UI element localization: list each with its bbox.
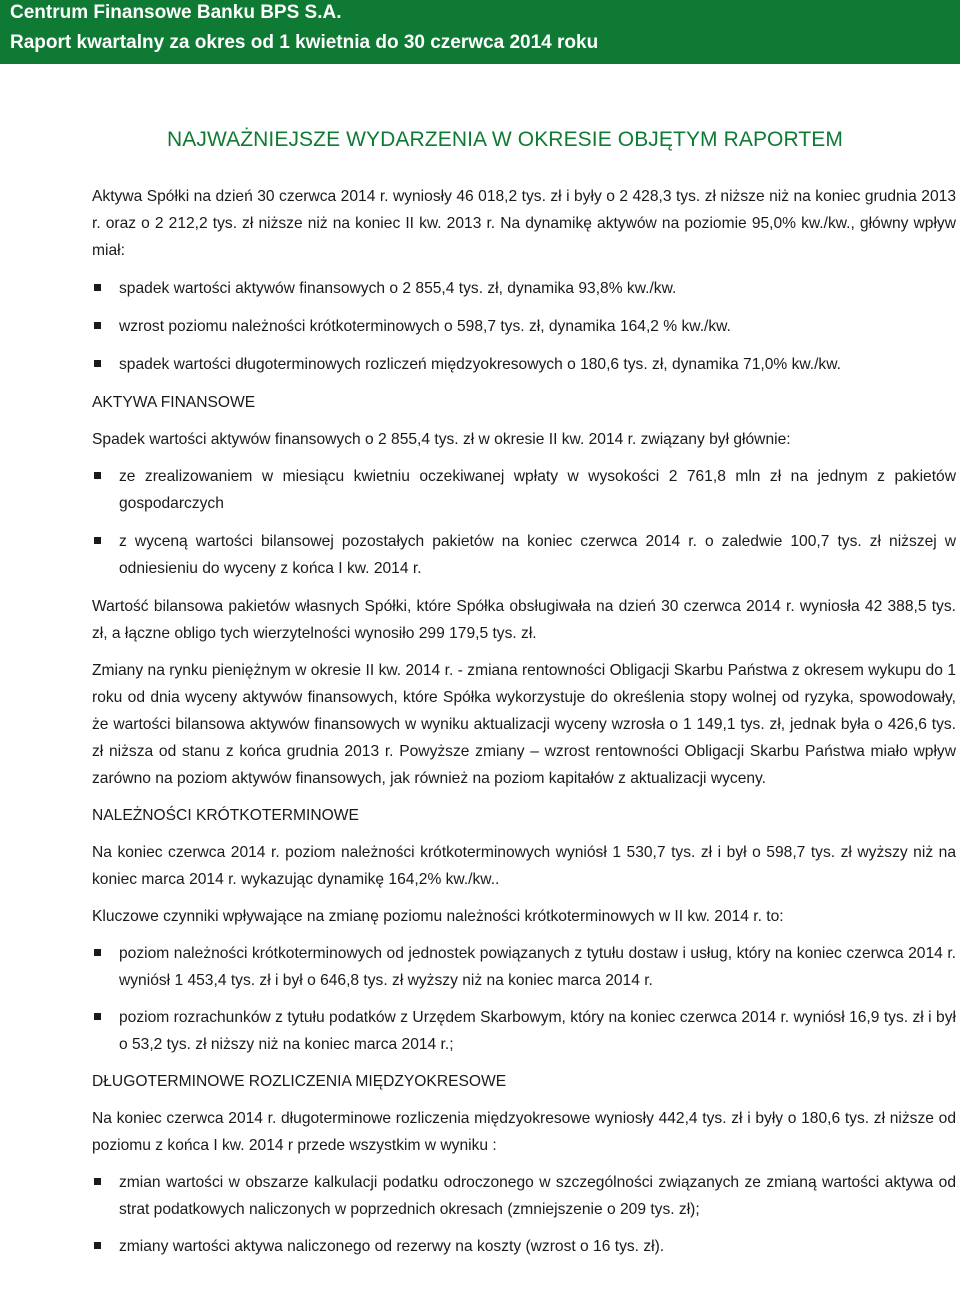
list-item: spadek wartości długoterminowych rozliczeń międzyokresowych o 180,6 tys. zł, dynamika 71,0% kw./kw. (92, 351, 956, 378)
list-item: zmiany wartości aktywa naliczonego od rezerwy na koszty (wzrost o 16 tys. zł). (92, 1233, 956, 1260)
bullet-icon (94, 1013, 101, 1020)
financial-assets-bullet-list (92, 463, 956, 582)
portfolio-value-paragraph: Wartość bilansowa pakietów własnych Spółki, które Spółka obsługiwała na dzień 30 czerwca 2014 r. wyniosła 42 388,5 tys. zł, a łączne obligo tych wierzytelności wynosiło 299 179,5 tys. zł. (92, 598, 956, 642)
list-item: z wyceną wartości bilansowej pozostałych pakietów na koniec czerwca 2014 r. o zaledwie 100,7 tys. zł niższej w odniesieniu do wyceny z końca I kw. 2014 r. (92, 528, 956, 582)
intro-bullet-list (92, 275, 956, 378)
company-name: Centrum Finansowe Banku BPS S.A. (10, 2, 342, 23)
bullet-icon (94, 537, 101, 544)
bullet-icon (94, 360, 101, 367)
prepayments-bullet-list (92, 1169, 956, 1260)
receivables-paragraph: Na koniec czerwca 2014 r. poziom należności krótkoterminowych wyniósł 1 530,7 tys. zł i był o 598,7 tys. zł wyższy niż na koniec marca 2014 r. wykazując dynamikę 164,2% kw./kw.. (92, 844, 956, 888)
bullet-icon (94, 1178, 101, 1185)
list-item: zmian wartości w obszarze kalkulacji podatku odroczonego w szczególności związanych ze zmianą wartości aktywa od strat podatkowych naliczonych w poprzednich okresach (zmniejszenie o 209 tys. zł); (92, 1169, 956, 1223)
report-period-title: Raport kwartalny za okres od 1 kwietnia do 30 czerwca 2014 roku (10, 32, 599, 53)
section-heading-financial-assets: AKTYWA FINANSOWE (92, 394, 256, 411)
list-item: poziom należności krótkoterminowych od jednostek powiązanych z tytułu dostaw i usług, który na koniec czerwca 2014 r. wyniósł 1 453,4 tys. zł i był o 646,8 tys. zł wyższy niż na koniec marca 2014 r. (92, 940, 956, 994)
list-item: wzrost poziomu należności krótkoterminowych o 598,7 tys. zł, dynamika 164,2 % kw./kw. (92, 313, 956, 340)
list-item: ze zrealizowaniem w miesiącu kwietniu oczekiwanej wpłaty w wysokości 2 761,8 mln zł na jednym z pakietów gospodarczych (92, 463, 956, 517)
money-market-paragraph: Zmiany na rynku pieniężnym w okresie II kw. 2014 r. - zmiana rentowności Obligacji Skarbu Państwa z okresem wykupu do 1 roku od dnia wyceny aktywów finansowych, które Spółka wykorzystuje do określenia stopy wolnej od ryzyka, spowodowały, że wartości bilansowa aktywów finansowych w wyniku aktualizacji wyceny wzrosła o 1 149,1 tys. zł, jednak była o 426,6 tys. zł niższa od stanu z końca grudnia 2013 r. Powyższe zmiany – wzrost rentowności Obligacji Skarbu Państwa miało wpływ zarówno na poziom aktywów finansowych, jak również na poziom kapitałów z aktualizacji wyceny. (92, 662, 956, 787)
list-item: poziom rozrachunków z tytułu podatków z Urzędem Skarbowym, który na koniec czerwca 2014 r. wyniósł 16,9 tys. zł i był o 53,2 tys. zł niższy niż na koniec marca 2014 r.; (92, 1004, 956, 1058)
receivables-lead: Kluczowe czynniki wpływające na zmianę poziomu należności krótkoterminowych w II kw. 2014 r. to: (92, 908, 784, 925)
bullet-icon (94, 1242, 101, 1249)
prepayments-paragraph: Na koniec czerwca 2014 r. długoterminowe rozliczenia międzyokresowe wyniosły 442,4 tys. zł i były o 180,6 tys. zł niższe od poziomu z końca I kw. 2014 r przede wszystkim w wyniku : (92, 1110, 956, 1154)
intro-paragraph: Aktywa Spółki na dzień 30 czerwca 2014 r. wyniosły 46 018,2 tys. zł i były o 2 428,3 tys. zł niższe niż na koniec grudnia 2013 r. oraz o 2 212,2 tys. zł niższe niż na koniec II kw. 2013 r. Na dynamikę aktywów na poziomie 95,0% kw./kw., główny wpływ miał: (92, 188, 956, 259)
document-body (92, 183, 956, 1260)
section-heading-receivables: NALEŻNOŚCI KRÓTKOTERMINOWE (92, 807, 359, 824)
page-title: NAJWAŻNIEJSZE WYDARZENIA W OKRESIE OBJĘTYM RAPORTEM (167, 128, 844, 151)
list-item: spadek wartości aktywów finansowych o 2 855,4 tys. zł, dynamika 93,8% kw./kw. (92, 275, 956, 302)
bullet-icon (94, 949, 101, 956)
bullet-icon (94, 472, 101, 479)
financial-assets-lead: Spadek wartości aktywów finansowych o 2 855,4 tys. zł w okresie II kw. 2014 r. związany był głównie: (92, 431, 791, 448)
receivables-bullet-list (92, 940, 956, 1058)
bullet-icon (94, 322, 101, 329)
bullet-icon (94, 284, 101, 291)
report-header (0, 0, 960, 64)
section-heading-prepayments: DŁUGOTERMINOWE ROZLICZENIA MIĘDZYOKRESOWE (92, 1073, 507, 1090)
